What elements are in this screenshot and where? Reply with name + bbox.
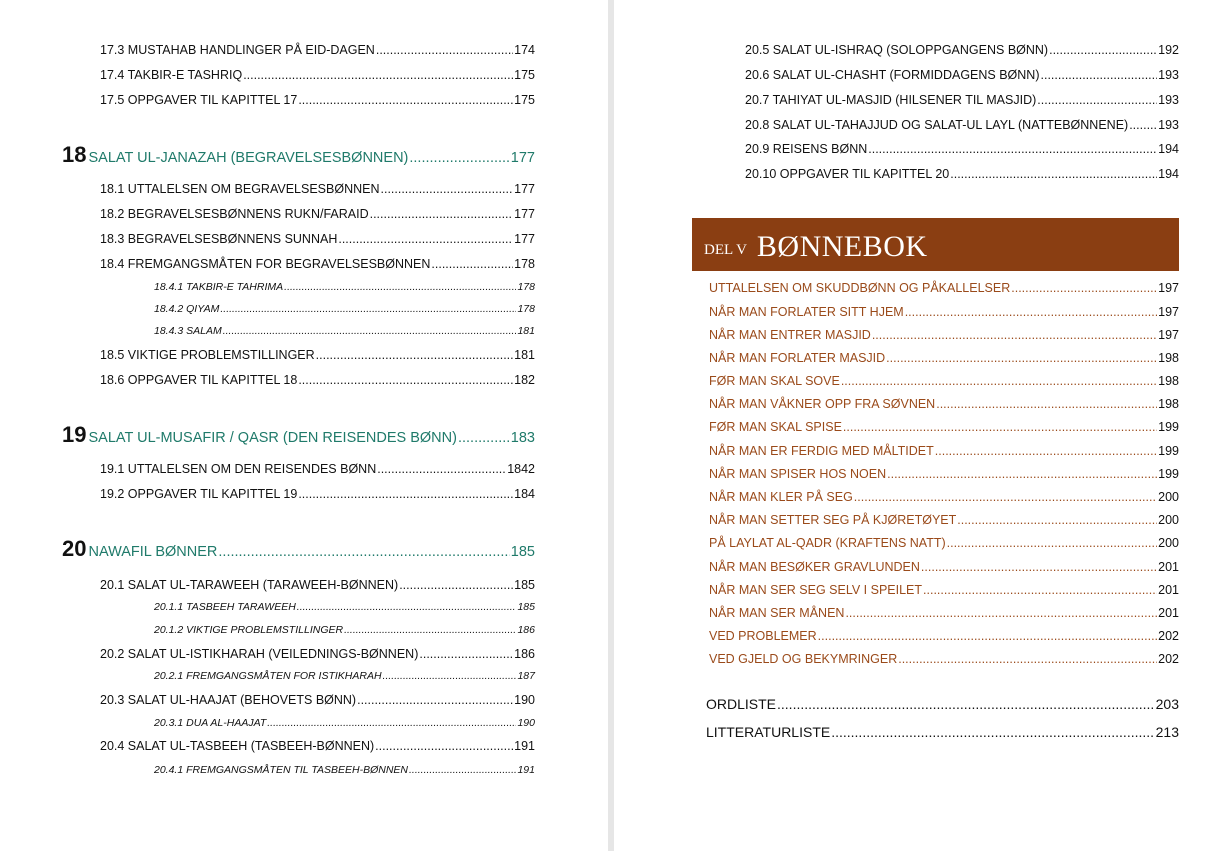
chapter-number: 18 [62, 142, 87, 167]
toc-page-number: 198 [1158, 374, 1179, 388]
toc-entry-title: 19.1 UTTALELSEN OM DEN REISENDES BØNN [100, 462, 377, 476]
toc-prayer-entry[interactable] [709, 560, 1179, 574]
toc-entry-20-4-1[interactable] [154, 764, 535, 776]
toc-page-number: 200 [1158, 536, 1179, 550]
toc-entry-title: 18.4 FREMGANGSMÅTEN FOR BEGRAVELSESBØNNEN [100, 257, 431, 271]
toc-prayer-entry[interactable] [709, 583, 1179, 597]
toc-entry-20-7[interactable] [745, 93, 1179, 107]
toc-dot-leader [887, 467, 1157, 481]
toc-dot-leader [777, 696, 1155, 712]
toc-chapter-19[interactable] [62, 422, 535, 448]
toc-dot-leader [218, 544, 509, 560]
toc-page-number: 177 [510, 150, 535, 166]
toc-dot-leader [376, 43, 513, 57]
toc-prayer-entry[interactable] [709, 281, 1179, 295]
toc-dot-leader [298, 373, 513, 387]
part-banner [692, 218, 1179, 271]
toc-entry-title: PÅ LAYLAT AL-QADR (KRAFTENS NATT) [709, 536, 946, 550]
toc-page-number: 199 [1158, 444, 1179, 458]
toc-entry-title: NÅR MAN SPISER HOS NOEN [709, 467, 887, 481]
toc-entry-17-3[interactable] [100, 43, 535, 57]
toc-dot-leader [957, 513, 1157, 527]
toc-page-number: 197 [1158, 281, 1179, 295]
toc-entry-20-1[interactable] [100, 578, 535, 592]
toc-entry-title: 20.5 SALAT UL-ISHRAQ (SOLOPPGANGENS BØNN) [745, 43, 1049, 57]
toc-entry-title: 20.3 SALAT UL-HAAJAT (BEHOVETS BØNN) [100, 693, 357, 707]
toc-page-number: 190 [514, 693, 535, 707]
part-title: BØNNEBOK [756, 230, 928, 263]
toc-entry-20-1-1[interactable] [154, 601, 535, 613]
toc-chapter-18[interactable] [62, 142, 535, 168]
toc-entry-title: 20.2.1 FREMGANGSMÅTEN FOR ISTIKHARAH [154, 670, 382, 682]
toc-prayer-entry[interactable] [709, 652, 1179, 666]
toc-entry-20-3[interactable] [100, 693, 535, 707]
toc-prayer-entry[interactable] [709, 397, 1179, 411]
toc-prayer-entry[interactable] [709, 606, 1179, 620]
toc-page-number: 199 [1158, 467, 1179, 481]
toc-dot-leader [841, 374, 1157, 388]
toc-dot-leader [298, 487, 513, 501]
toc-page-number: 201 [1158, 606, 1179, 620]
toc-entry-title: 20.1 SALAT UL-TARAWEEH (TARAWEEH-BØNNEN) [100, 578, 399, 592]
toc-dot-leader [220, 303, 516, 315]
toc-entry-title: 18.2 BEGRAVELSESBØNNENS RUKN/FARAID [100, 207, 369, 221]
toc-dot-leader [936, 397, 1157, 411]
toc-page-number: 201 [1158, 583, 1179, 597]
toc-dot-leader [1011, 281, 1157, 295]
toc-dot-leader [458, 430, 510, 446]
toc-entry-title: FØR MAN SKAL SOVE [709, 374, 840, 388]
toc-dot-leader [921, 560, 1157, 574]
chapter-number: 19 [62, 422, 87, 447]
toc-entry-18-4[interactable] [100, 257, 535, 271]
toc-dot-leader [947, 536, 1158, 550]
toc-entry-20-3-1[interactable] [154, 717, 535, 729]
toc-page-number: 183 [510, 430, 535, 446]
toc-chapter-20[interactable] [62, 536, 535, 562]
toc-entry-title: LITTERATURLISTE [706, 724, 831, 740]
toc-page-number: 200 [1158, 490, 1179, 504]
toc-page-number: 185 [514, 578, 535, 592]
toc-page-number: 1842 [507, 462, 535, 476]
toc-entry-title: 20.10 OPPGAVER TIL KAPITTEL 20 [745, 167, 950, 181]
toc-page-number: 193 [1158, 118, 1179, 132]
toc-entry-title: ORDLISTE [706, 696, 777, 712]
toc-dot-leader [818, 629, 1157, 643]
toc-dot-leader [898, 652, 1157, 666]
toc-dot-leader [338, 232, 513, 246]
toc-dot-leader [284, 281, 516, 293]
toc-page-number: 177 [514, 232, 535, 246]
toc-page-number: 197 [1158, 328, 1179, 342]
toc-entry-20-2[interactable] [100, 647, 535, 661]
toc-dot-leader [431, 257, 513, 271]
toc-page-number: 198 [1158, 397, 1179, 411]
toc-dot-leader [419, 647, 513, 661]
toc-dot-leader [409, 150, 509, 166]
page-gutter [608, 0, 614, 851]
toc-entry-17-5[interactable] [100, 93, 535, 107]
toc-page-number: 194 [1158, 142, 1179, 156]
toc-entry-title: 20.9 REISENS BØNN [745, 142, 868, 156]
toc-entry-18-4-3[interactable] [154, 325, 535, 337]
toc-page-number: 190 [517, 717, 535, 729]
toc-dot-leader [1041, 68, 1158, 82]
toc-prayer-entry[interactable] [709, 490, 1179, 504]
toc-entry-title: NÅR MAN BESØKER GRAVLUNDEN [709, 560, 920, 574]
toc-dot-leader [854, 490, 1157, 504]
toc-entry-litteraturliste[interactable] [706, 724, 1179, 740]
toc-page-number: 181 [514, 348, 535, 362]
toc-dot-leader [298, 93, 513, 107]
toc-entry-title: 20.4 SALAT UL-TASBEEH (TASBEEH-BØNNEN) [100, 739, 375, 753]
toc-entry-20-10[interactable] [745, 167, 1179, 181]
toc-page-number: 203 [1155, 696, 1179, 712]
toc-entry-title: 18.6 OPPGAVER TIL KAPITTEL 18 [100, 373, 298, 387]
toc-page-number: 174 [514, 43, 535, 57]
toc-page-number: 191 [514, 739, 535, 753]
toc-dot-leader [950, 167, 1157, 181]
toc-prayer-entry[interactable] [709, 467, 1179, 481]
part-label: DEL V [704, 242, 747, 258]
toc-entry-20-6[interactable] [745, 68, 1179, 82]
toc-entry-20-1-2[interactable] [154, 624, 535, 636]
toc-entry-title: NÅR MAN VÅKNER OPP FRA SØVNEN [709, 397, 936, 411]
toc-page-number: 213 [1155, 724, 1179, 740]
toc-page-number: 178 [517, 281, 535, 293]
toc-prayer-entry[interactable] [709, 513, 1179, 527]
toc-page-number: 186 [514, 647, 535, 661]
toc-entry-title: 20.2 SALAT UL-ISTIKHARAH (VEILEDNINGS-BØNNEN) [100, 647, 419, 661]
toc-page-number: 198 [1158, 351, 1179, 365]
toc-dot-leader [845, 606, 1157, 620]
toc-dot-leader [1129, 118, 1157, 132]
toc-entry-title: 18.3 BEGRAVELSESBØNNENS SUNNAH [100, 232, 338, 246]
toc-entry-title: 20.8 SALAT UL-TAHAJJUD OG SALAT-UL LAYL (NATTEBØNNENE) [745, 118, 1129, 132]
toc-dot-leader [370, 207, 514, 221]
toc-entry-title: 18.4.3 SALAM [154, 325, 222, 337]
toc-entry-19-2[interactable] [100, 487, 535, 501]
toc-dot-leader [381, 182, 514, 196]
toc-dot-leader [243, 68, 513, 82]
toc-page-number: 182 [514, 373, 535, 387]
toc-entry-ordliste[interactable] [706, 696, 1179, 712]
toc-entry-18-2[interactable] [100, 207, 535, 221]
toc-entry-title: 20.3.1 DUA AL-HAAJAT [154, 717, 267, 729]
toc-dot-leader [383, 670, 517, 682]
toc-dot-leader [223, 325, 517, 337]
toc-entry-title: NÅR MAN ENTRER MASJID [709, 328, 871, 342]
toc-page-number: 185 [510, 544, 535, 560]
toc-entry-title: 17.3 MUSTAHAB HANDLINGER PÅ EID-DAGEN [100, 43, 375, 57]
toc-page-number: 191 [517, 764, 535, 776]
toc-page-number: 187 [517, 670, 535, 682]
toc-entry-20-4[interactable] [100, 739, 535, 753]
toc-dot-leader [935, 444, 1157, 458]
toc-entry-19-1[interactable] [100, 462, 535, 476]
toc-dot-leader [872, 328, 1157, 342]
toc-dot-leader [1037, 93, 1157, 107]
toc-page-number: 175 [514, 68, 535, 82]
toc-entry-title: 20.6 SALAT UL-CHASHT (FORMIDDAGENS BØNN) [745, 68, 1040, 82]
toc-page-number: 181 [517, 325, 535, 337]
toc-entry-title: 17.4 TAKBIR-E TASHRIQ [100, 68, 243, 82]
toc-entry-18-5[interactable] [100, 348, 535, 362]
toc-page-number: 175 [514, 93, 535, 107]
toc-entry-18-6[interactable] [100, 373, 535, 387]
toc-page-number: 200 [1158, 513, 1179, 527]
toc-entry-title: NAWAFIL BØNNER [88, 544, 218, 560]
toc-page-number: 193 [1158, 93, 1179, 107]
toc-entry-18-4-1[interactable] [154, 281, 535, 293]
toc-prayer-entry[interactable] [709, 536, 1179, 550]
toc-dot-leader [886, 351, 1157, 365]
toc-entry-title: 18.5 VIKTIGE PROBLEMSTILLINGER [100, 348, 315, 362]
toc-page-number: 177 [514, 207, 535, 221]
toc-entry-20-5[interactable] [745, 43, 1179, 57]
toc-page-number: 186 [517, 624, 535, 636]
toc-entry-17-4[interactable] [100, 68, 535, 82]
toc-entry-title: NÅR MAN FORLATER SITT HJEM [709, 305, 904, 319]
toc-entry-20-2-1[interactable] [154, 670, 535, 682]
toc-page-number: 197 [1158, 305, 1179, 319]
toc-dot-leader [905, 305, 1157, 319]
toc-dot-leader [923, 583, 1157, 597]
toc-dot-leader [409, 764, 516, 776]
toc-entry-title: NÅR MAN FORLATER MASJID [709, 351, 886, 365]
toc-prayer-entry[interactable] [709, 305, 1179, 319]
toc-dot-leader [1049, 43, 1157, 57]
toc-entry-title: NÅR MAN SETTER SEG PÅ KJØRETØYET [709, 513, 957, 527]
toc-prayer-entry[interactable] [709, 328, 1179, 342]
toc-entry-title: 20.1.1 TASBEEH TARAWEEH [154, 601, 296, 613]
toc-entry-title: UTTALELSEN OM SKUDDBØNN OG PÅKALLELSER [709, 281, 1011, 295]
toc-entry-title: NÅR MAN SER SEG SELV I SPEILET [709, 583, 923, 597]
toc-entry-18-1[interactable] [100, 182, 535, 196]
toc-page-number: 184 [514, 487, 535, 501]
toc-dot-leader [377, 462, 506, 476]
toc-dot-leader [399, 578, 513, 592]
toc-page-number: 202 [1158, 629, 1179, 643]
toc-page-number: 193 [1158, 68, 1179, 82]
toc-entry-title: FØR MAN SKAL SPISE [709, 420, 842, 434]
toc-dot-leader [316, 348, 513, 362]
toc-entry-title: 20.7 TAHIYAT UL-MASJID (HILSENER TIL MASJID) [745, 93, 1037, 107]
toc-entry-title: 17.5 OPPGAVER TIL KAPITTEL 17 [100, 93, 298, 107]
toc-entry-title: 18.1 UTTALELSEN OM BEGRAVELSESBØNNEN [100, 182, 380, 196]
toc-dot-leader [267, 717, 516, 729]
toc-prayer-entry[interactable] [709, 374, 1179, 388]
toc-page-number: 201 [1158, 560, 1179, 574]
toc-entry-title: VED PROBLEMER [709, 629, 817, 643]
toc-entry-title: 20.1.2 VIKTIGE PROBLEMSTILLINGER [154, 624, 344, 636]
toc-entry-title: SALAT UL-JANAZAH (BEGRAVELSESBØNNEN) [88, 150, 409, 166]
toc-dot-leader [357, 693, 513, 707]
toc-entry-title: VED GJELD OG BEKYMRINGER [709, 652, 898, 666]
toc-dot-leader [375, 739, 513, 753]
toc-prayer-entry[interactable] [709, 444, 1179, 458]
toc-entry-title: NÅR MAN ER FERDIG MED MÅLTIDET [709, 444, 934, 458]
toc-page-number: 185 [517, 601, 535, 613]
toc-dot-leader [344, 624, 516, 636]
toc-page-number: 192 [1158, 43, 1179, 57]
toc-page-number: 194 [1158, 167, 1179, 181]
toc-dot-leader [868, 142, 1157, 156]
toc-entry-20-9[interactable] [745, 142, 1179, 156]
toc-page-number: 199 [1158, 420, 1179, 434]
toc-dot-leader [843, 420, 1157, 434]
toc-entry-title: SALAT UL-MUSAFIR / QASR (DEN REISENDES BØNN) [88, 430, 457, 446]
toc-entry-title: 18.4.1 TAKBIR-E TAHRIMA [154, 281, 284, 293]
toc-prayer-entry[interactable] [709, 629, 1179, 643]
toc-page-number: 178 [514, 257, 535, 271]
toc-entry-18-3[interactable] [100, 232, 535, 246]
toc-page-number: 202 [1158, 652, 1179, 666]
chapter-number: 20 [62, 536, 87, 561]
toc-entry-title: NÅR MAN KLER PÅ SEG [709, 490, 853, 504]
toc-prayer-entry[interactable] [709, 420, 1179, 434]
toc-page-number: 177 [514, 182, 535, 196]
toc-dot-leader [831, 724, 1154, 740]
toc-entry-title: 19.2 OPPGAVER TIL KAPITTEL 19 [100, 487, 298, 501]
toc-entry-title: 18.4.2 QIYAM [154, 303, 220, 315]
toc-entry-title: NÅR MAN SER MÅNEN [709, 606, 845, 620]
toc-entry-20-8[interactable] [745, 118, 1179, 132]
toc-entry-18-4-2[interactable] [154, 303, 535, 315]
toc-page-number: 178 [517, 303, 535, 315]
toc-dot-leader [297, 601, 517, 613]
toc-prayer-entry[interactable] [709, 351, 1179, 365]
toc-entry-title: 20.4.1 FREMGANGSMÅTEN TIL TASBEEH-BØNNEN [154, 764, 408, 776]
